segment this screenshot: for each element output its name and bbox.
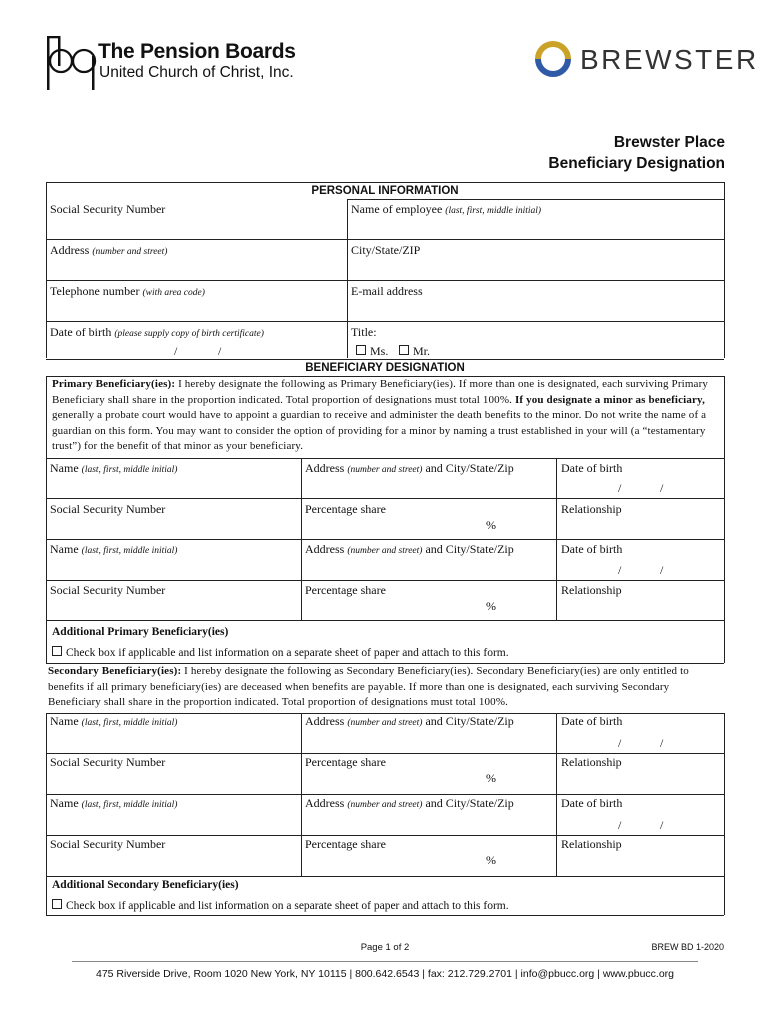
city-state-zip-field[interactable]: City/State/ZIP xyxy=(351,243,421,257)
divider xyxy=(724,376,725,663)
relationship-field[interactable]: Relationship xyxy=(561,755,622,769)
email-field[interactable]: E-mail address xyxy=(351,284,423,298)
relationship-field[interactable]: Relationship xyxy=(561,502,622,516)
date-separator: / xyxy=(660,818,664,832)
beneficiary-ssn-field[interactable]: Social Security Number xyxy=(50,583,166,597)
divider xyxy=(46,359,724,360)
form-title: Brewster Place xyxy=(613,134,725,151)
checkbox-icon xyxy=(52,646,62,656)
divider xyxy=(46,620,724,621)
date-separator: / xyxy=(618,563,622,577)
footer-contact: 475 Riverside Drive, Room 1020 New York, NY 10115 | 800.642.6543 | fax: 212.729.2701 | info@pbucc.org | www.pbucc.org xyxy=(95,968,675,980)
additional-secondary-checkbox[interactable]: Check box if applicable and list information on a separate sheet of paper and attach to this form. xyxy=(52,899,509,912)
date-of-birth-field[interactable]: Date of birth (please supply copy of birth certificate) xyxy=(50,325,264,339)
divider xyxy=(46,915,724,916)
divider xyxy=(724,182,725,358)
beneficiary-ssn-field[interactable]: Social Security Number xyxy=(50,755,166,769)
relationship-field[interactable]: Relationship xyxy=(561,837,622,851)
divider xyxy=(46,580,724,581)
section-heading-designation: BENEFICIARY DESIGNATION xyxy=(305,362,465,374)
date-separator: / xyxy=(660,563,664,577)
brewster-logo-icon xyxy=(535,41,571,77)
divider xyxy=(46,835,724,836)
beneficiary-address-field[interactable]: Address (number and street) and City/State/Zip xyxy=(305,714,514,728)
title-label: Title: xyxy=(351,325,377,339)
relationship-field[interactable]: Relationship xyxy=(561,583,622,597)
org-subtitle: United Church of Christ, Inc. xyxy=(99,64,294,81)
additional-primary-checkbox[interactable]: Check box if applicable and list information on a separate sheet of paper and attach to this form. xyxy=(52,646,509,659)
brand-name: BREWSTER xyxy=(580,44,759,75)
divider xyxy=(46,794,724,795)
percentage-share-field[interactable]: Percentage share xyxy=(305,502,386,516)
date-separator: / xyxy=(618,736,622,750)
address-field[interactable]: Address (number and street) xyxy=(50,243,168,257)
beneficiary-address-field[interactable]: Address (number and street) and City/State/Zip xyxy=(305,461,514,475)
beneficiary-name-field[interactable]: Name (last, first, middle initial) xyxy=(50,714,178,728)
date-separator: / xyxy=(218,344,222,358)
beneficiary-name-field[interactable]: Name (last, first, middle initial) xyxy=(50,461,178,475)
divider xyxy=(46,539,724,540)
date-separator: / xyxy=(660,736,664,750)
section-heading-personal: PERSONAL INFORMATION xyxy=(311,185,459,197)
form-code: BREW BD 1-2020 xyxy=(651,942,724,952)
beneficiary-dob-field[interactable]: Date of birth xyxy=(561,714,623,728)
divider xyxy=(46,713,47,915)
telephone-field[interactable]: Telephone number (with area code) xyxy=(50,284,205,298)
form-subtitle: Beneficiary Designation xyxy=(548,155,725,172)
beneficiary-dob-field[interactable]: Date of birth xyxy=(561,542,623,556)
percent-sign: % xyxy=(486,518,496,532)
divider xyxy=(46,753,724,754)
checkbox-icon xyxy=(399,345,409,355)
beneficiary-ssn-field[interactable]: Social Security Number xyxy=(50,837,166,851)
percentage-share-field[interactable]: Percentage share xyxy=(305,837,386,851)
date-separator: / xyxy=(660,481,664,495)
employee-name-field[interactable]: Name of employee (last, first, middle initial) xyxy=(351,202,542,216)
ssn-field[interactable]: Social Security Number xyxy=(50,202,166,216)
beneficiary-name-field[interactable]: Name (last, first, middle initial) xyxy=(50,796,178,810)
org-name: The Pension Boards xyxy=(98,40,296,63)
percent-sign: % xyxy=(486,853,496,867)
divider xyxy=(46,321,724,322)
percent-sign: % xyxy=(486,771,496,785)
date-separator: / xyxy=(174,344,178,358)
beneficiary-dob-field[interactable]: Date of birth xyxy=(561,796,623,810)
divider xyxy=(46,280,724,281)
date-separator: / xyxy=(618,481,622,495)
additional-primary-title: Additional Primary Beneficiary(ies) xyxy=(52,626,229,638)
divider xyxy=(347,199,724,200)
divider xyxy=(347,199,348,358)
percentage-share-field[interactable]: Percentage share xyxy=(305,583,386,597)
divider xyxy=(46,182,47,358)
beneficiary-name-field[interactable]: Name (last, first, middle initial) xyxy=(50,542,178,556)
footer-divider xyxy=(72,961,698,962)
secondary-beneficiary-paragraph: Secondary Beneficiary(ies): I hereby designate the following as Secondary Beneficiary(ies). Secondary Beneficiary(ies) are only entitled to benefits if all primary beneficiary(ies) are deceased when benefits are payable. If more than one is designated, each surviving Secondary Beneficiary shall share in the proportion indicated. Total proportion of designations must total 100%. xyxy=(48,665,689,709)
divider xyxy=(46,182,724,183)
pension-boards-logo xyxy=(44,34,104,92)
percentage-share-field[interactable]: Percentage share xyxy=(305,755,386,769)
ms-checkbox[interactable]: Ms. xyxy=(356,344,388,359)
mr-checkbox[interactable]: Mr. xyxy=(399,344,430,359)
divider xyxy=(724,713,725,915)
primary-beneficiary-paragraph: Primary Beneficiary(ies): I hereby designate the following as Primary Beneficiary(ies). If more than one is designated, each surviving Primary Beneficiary shall share in the proportion indicated. Total proportion of designations must total 100%. If you designate a minor as beneficiary, generally a probate court would have to appoint a guardian to receive and administer the death benefits to the minor. Do not write the name of a guardian on this form. You may want to consider the option of providing for a minor by naming a trust established in your will (a “testamentary trust”) for the benefit of that minor as your beneficiary. xyxy=(52,378,709,453)
date-separator: / xyxy=(618,818,622,832)
beneficiary-address-field[interactable]: Address (number and street) and City/State/Zip xyxy=(305,542,514,556)
divider xyxy=(46,239,724,240)
percent-sign: % xyxy=(486,599,496,613)
divider xyxy=(46,458,724,459)
divider xyxy=(46,876,724,877)
beneficiary-dob-field[interactable]: Date of birth xyxy=(561,461,623,475)
checkbox-icon xyxy=(356,345,366,355)
divider xyxy=(46,498,724,499)
beneficiary-ssn-field[interactable]: Social Security Number xyxy=(50,502,166,516)
checkbox-icon xyxy=(52,899,62,909)
additional-secondary-title: Additional Secondary Beneficiary(ies) xyxy=(52,879,239,891)
page-number: Page 1 of 2 xyxy=(360,942,410,953)
beneficiary-address-field[interactable]: Address (number and street) and City/State/Zip xyxy=(305,796,514,810)
